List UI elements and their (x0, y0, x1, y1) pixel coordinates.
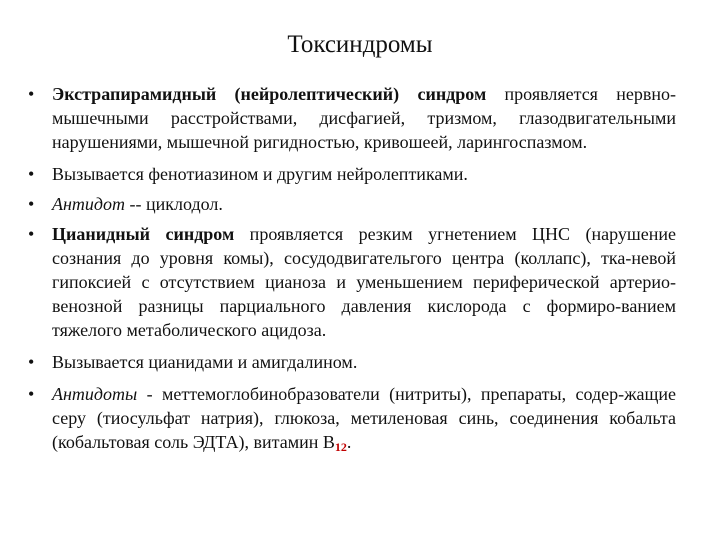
antidotes-label: Антидоты (52, 384, 138, 404)
bullet-marker: • (28, 224, 35, 244)
bullet-marker: • (28, 84, 35, 104)
slide-title: Токсиндромы (287, 31, 433, 58)
cyanide-syndrome-term: Цианидный синдром (52, 224, 235, 244)
bullet-marker: • (28, 164, 35, 184)
item-text: проявляется нервно-мышечными расстройствами, дисфагией, тризмом, глазодвигательными нарушениями, мышечной ригидностью, кривошеей, ларингоспазмом. (52, 84, 677, 152)
bullet-list (28, 82, 676, 465)
item-text-end: . (346, 432, 352, 452)
item-text: Вызывается фенотиазином и другим нейролептиками. (52, 164, 468, 184)
list-item (28, 382, 676, 459)
antidote-label: Антидот (52, 194, 126, 214)
list-item (28, 82, 676, 154)
bullet-marker: • (28, 384, 35, 404)
bullet-marker: • (28, 352, 35, 372)
item-text: -- циклодол. (125, 194, 223, 214)
extrapyramidal-syndrome-term: Экстрапирамидный (нейролептический) синдром (52, 84, 487, 104)
item-text: проявляется резким угнетением ЦНС (нарушение сознания до уровня комы), сосудодвигательгого центра (коллапс), тка-невой гипоксией с отсутствием цианоза и уменьшением периферической артерио-венозной разницы парциального давления кислорода с формиро-ванием тяжелого метаболического ацидоза. (52, 224, 676, 340)
list-item (28, 192, 676, 216)
list-item (28, 222, 676, 342)
item-text: Вызывается цианидами и амигдалином. (52, 352, 358, 372)
bullet-marker: • (28, 194, 35, 214)
item-text: - меттемоглобинобразователи (нитриты), препараты, содер-жащие серу (тиосульфат натрия), глюкоза, метиленовая синь, соединения кобальта (кобальтовая соль ЭДТА), витамин В (52, 384, 676, 452)
list-item (28, 350, 676, 374)
vitamin-subscript: 12 (334, 440, 347, 454)
list-item (28, 162, 676, 186)
